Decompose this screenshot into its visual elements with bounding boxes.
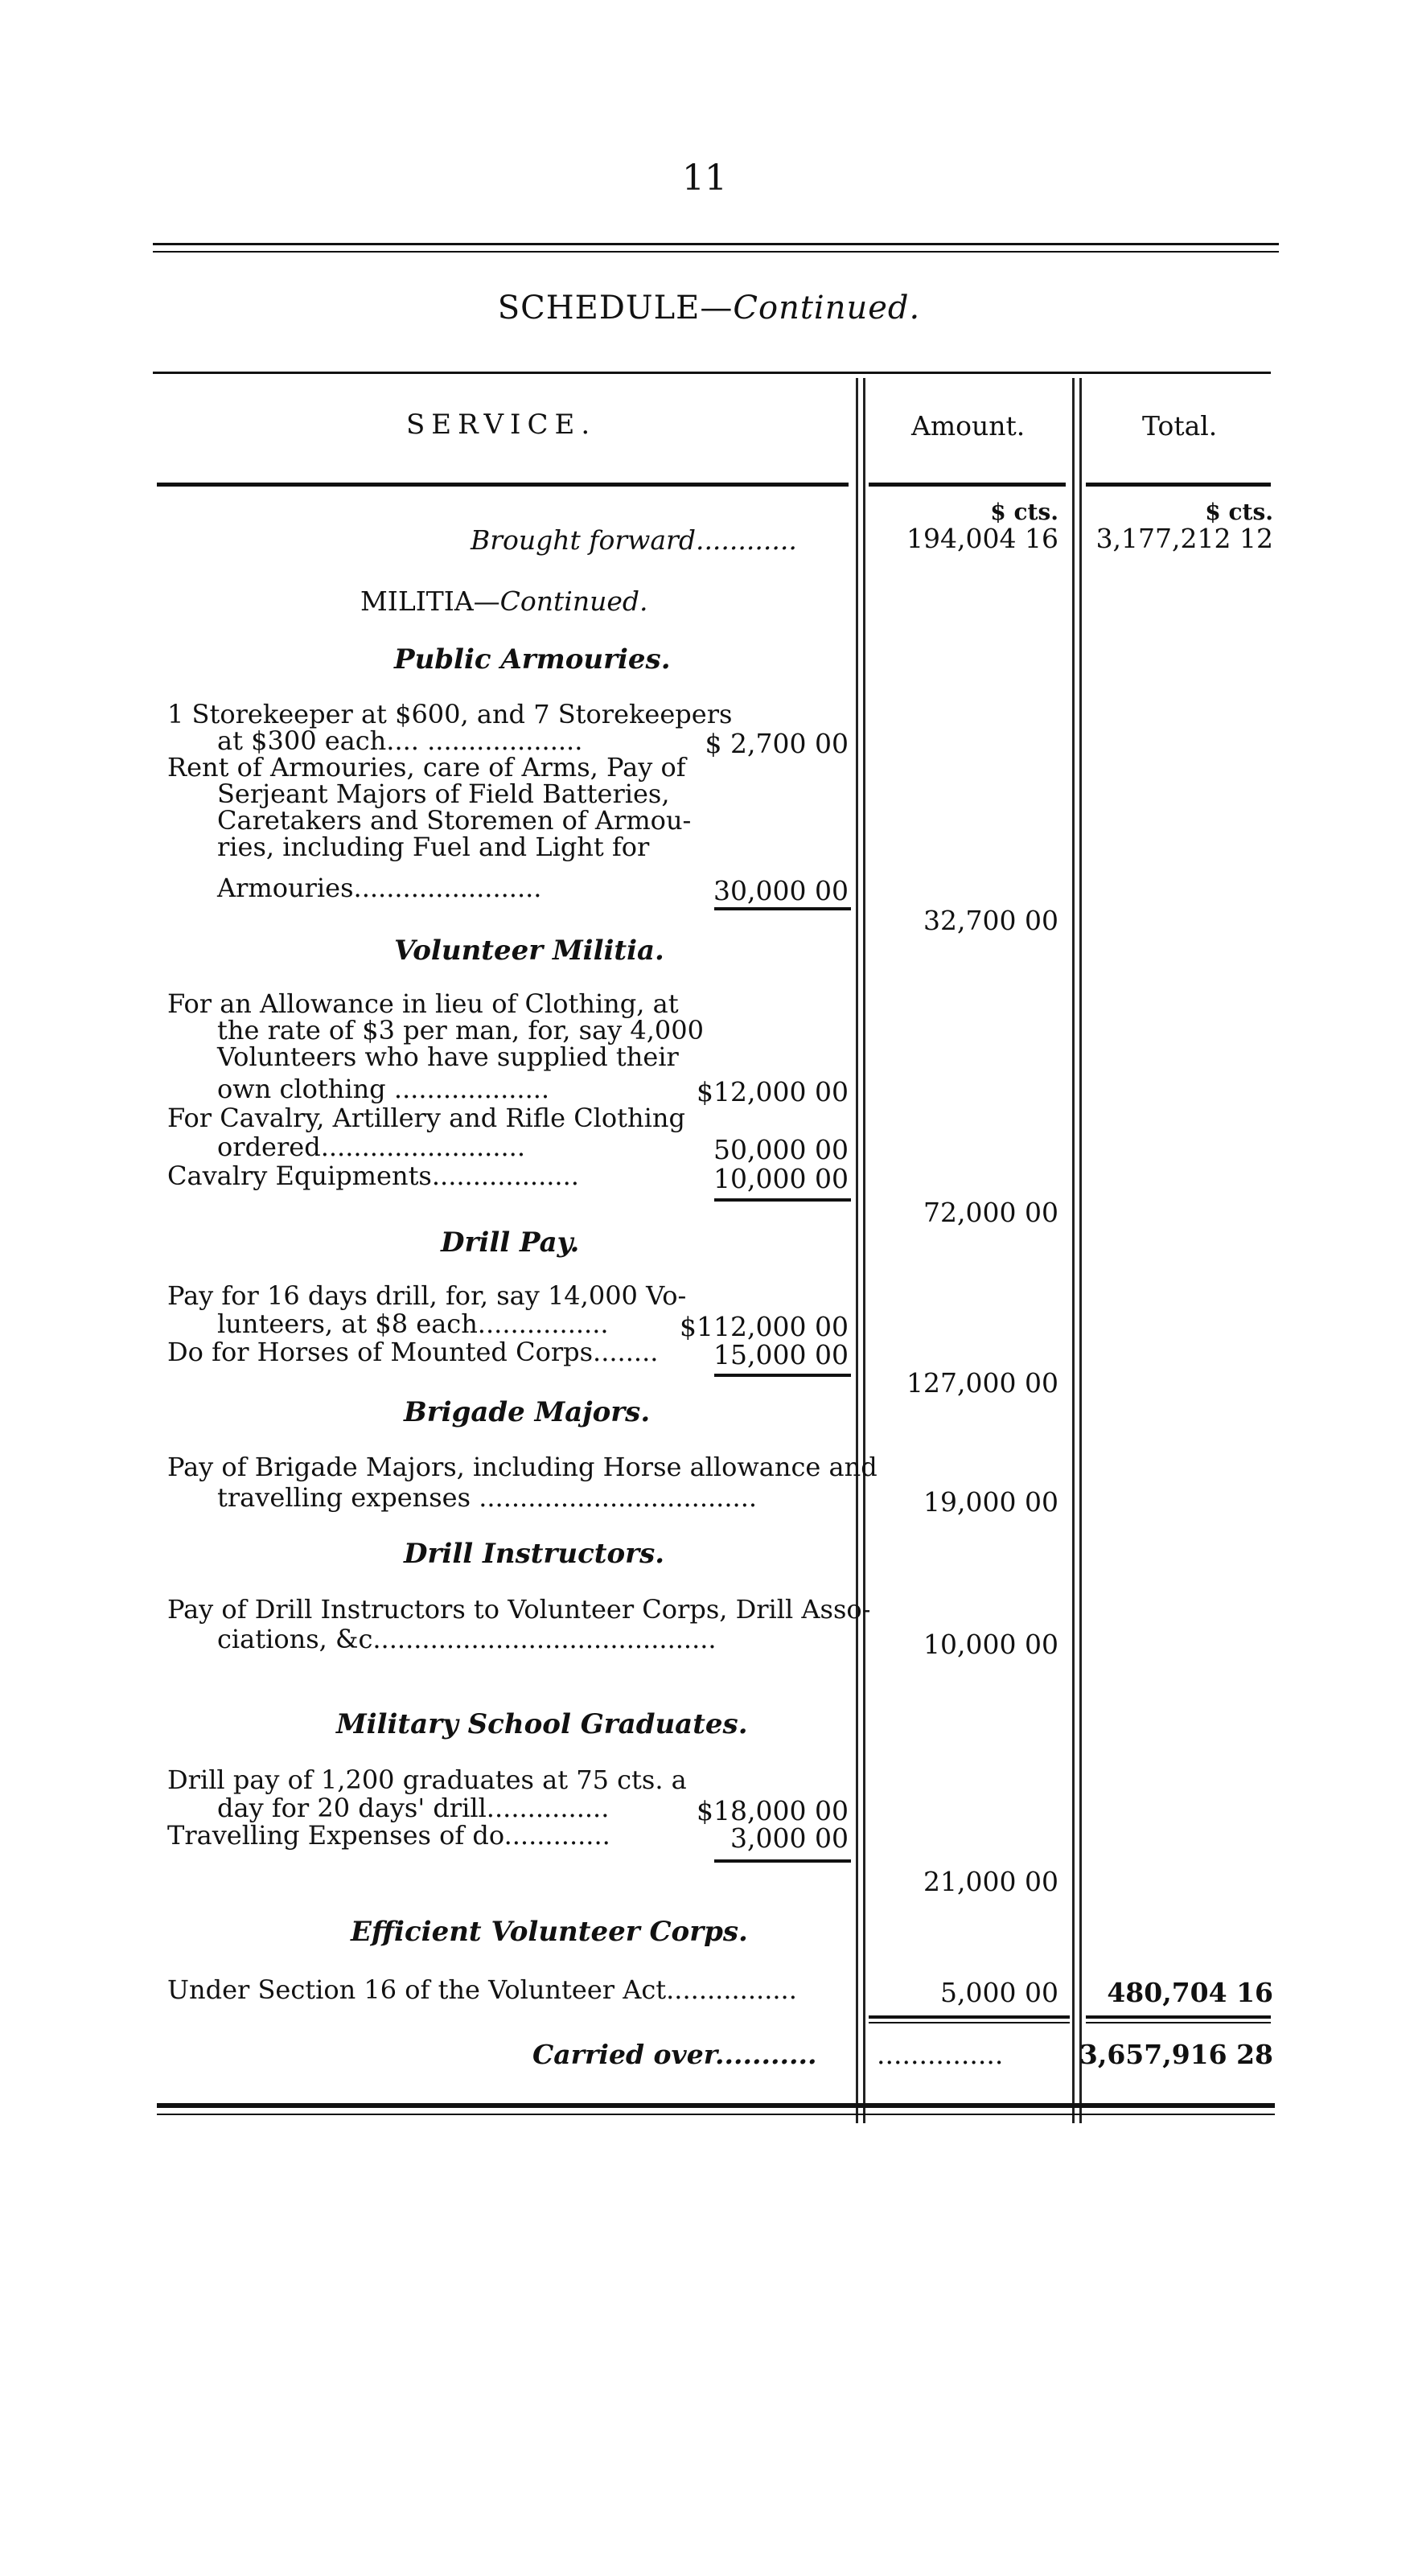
pa-line-2-value: $ 2,700 00 [705,728,849,759]
ms-line-3: Travelling Expenses of do............. [167,1820,610,1851]
header-bottom-rule-2 [869,483,1066,487]
dp-line-2: lunteers, at $8 each................ [217,1309,609,1339]
bm-line-2: travelling expenses .................................. [217,1482,758,1513]
ms-line-3-value: 3,000 00 [730,1822,849,1854]
header-top-rule [153,372,1271,374]
brought-forward-label: Brought forward............ [471,524,797,556]
header-total: Total. [1142,410,1218,442]
volunteer-militia-heading: Volunteer Militia. [394,935,664,967]
dp-line-3-value: 15,000 00 [713,1339,849,1370]
ms-line-2: day for 20 days' drill............... [217,1793,610,1823]
vm-amount: 72,000 00 [923,1197,1058,1228]
pa-line-1: 1 Storekeeper at $600, and 7 Storekeepers [167,699,733,729]
brought-forward-amount: 194,004 16 [906,523,1058,554]
vm-line-4: own clothing ................... [217,1074,550,1104]
pa-line-4: Serjeant Majors of Field Batteries, [217,779,670,809]
ms-sum-rule [714,1859,851,1863]
militia-heading-italic: Continued. [499,585,648,617]
column-divider-1b [863,378,865,2123]
top-rule-2 [153,251,1279,253]
di-line-1: Pay of Drill Instructors to Volunteer Corps, Drill Asso- [167,1594,871,1625]
amount-total-rule-2 [869,2022,1070,2023]
militia-heading [360,585,648,617]
bm-line-1: Pay of Brigade Majors, including Horse allowance and [167,1452,878,1482]
pa-line-7-value: 30,000 00 [713,875,849,906]
dp-sum-rule [714,1374,851,1377]
header-bottom-rule-3 [1086,483,1271,487]
vm-line-7-value: 10,000 00 [713,1163,849,1194]
brought-forward-total: 3,177,212 12 [1095,523,1273,554]
vm-sum-rule [714,1198,851,1202]
total-total-rule-2 [1086,2022,1271,2023]
vm-line-2: the rate of $3 per man, for, say 4,000 [217,1015,704,1046]
vm-line-3: Volunteers who have supplied their [217,1041,679,1072]
drill-pay-heading: Drill Pay. [441,1226,580,1259]
vm-line-4-value: $12,000 00 [697,1076,849,1107]
ms-line-2-value: $18,000 00 [697,1795,849,1826]
ms-line-1: Drill pay of 1,200 graduates at 75 cts. a [167,1765,687,1795]
schedule-title-text: SCHEDULE— [497,290,734,327]
dp-line-3: Do for Horses of Mounted Corps........ [167,1337,659,1367]
ev-amount: 5,000 00 [940,1977,1058,2008]
efficient-volunteer-heading: Efficient Volunteer Corps. [351,1916,748,1948]
carried-over-total: 3,657,916 28 [1079,2039,1273,2070]
ms-amount: 21,000 00 [923,1866,1058,1897]
brigade-majors-heading: Brigade Majors. [404,1396,651,1428]
vm-line-6: ordered......................... [217,1132,525,1162]
carried-over-label: Carried over........... [532,2039,817,2070]
top-rule [153,243,1279,245]
pa-line-6: ries, including Fuel and Light for [217,832,650,862]
ev-line-1: Under Section 16 of the Volunteer Act................ [167,1974,797,2005]
column-divider-2a [1072,378,1075,2123]
pa-line-5: Caretakers and Storemen of Armou- [217,805,692,836]
bm-amount: 19,000 00 [923,1486,1058,1518]
militia-heading-text: MILITIA— [360,585,500,617]
di-amount: 10,000 00 [923,1629,1058,1660]
vm-line-5: For Cavalry, Artillery and Rifle Clothing [167,1103,685,1133]
amount-units: $ cts. [990,499,1058,525]
pa-line-2: at $300 each.... ................... [217,725,583,756]
column-divider-2b [1079,378,1082,2123]
header-amount: Amount. [911,410,1025,442]
schedule-title-italic: Continued. [733,290,921,327]
pa-sum-rule [714,907,851,910]
carried-over-amount: ............... [877,2039,1004,2070]
ev-total: 480,704 16 [1107,1977,1273,2008]
total-units: $ cts. [1205,499,1273,525]
dp-line-1: Pay for 16 days drill, for, say 14,000 Vo- [167,1280,687,1311]
page-number: 11 [682,158,727,199]
vm-line-7: Cavalry Equipments.................. [167,1161,579,1191]
amount-total-rule-1 [869,2015,1070,2019]
schedule-title [0,290,1418,327]
header-bottom-rule-1 [157,483,849,487]
pa-line-3: Rent of Armouries, care of Arms, Pay of [167,752,686,783]
vm-line-1: For an Allowance in lieu of Clothing, at [167,988,679,1019]
di-line-2: ciations, &c.......................................... [217,1624,717,1654]
dp-amount: 127,000 00 [906,1367,1058,1399]
military-school-heading: Military School Graduates. [336,1708,748,1740]
dp-line-2-value: $112,000 00 [680,1311,849,1342]
vm-line-6-value: 50,000 00 [713,1134,849,1165]
header-service: SERVICE. [406,409,597,441]
bottom-rule-2 [157,2114,1275,2115]
column-divider-1a [856,378,858,2123]
bottom-rule-1 [157,2103,1275,2108]
total-total-rule-1 [1086,2015,1271,2019]
pa-amount: 32,700 00 [923,905,1058,936]
drill-instructors-heading: Drill Instructors. [404,1538,665,1570]
pa-line-7: Armouries....................... [217,873,542,903]
public-armouries-heading: Public Armouries. [394,643,671,676]
